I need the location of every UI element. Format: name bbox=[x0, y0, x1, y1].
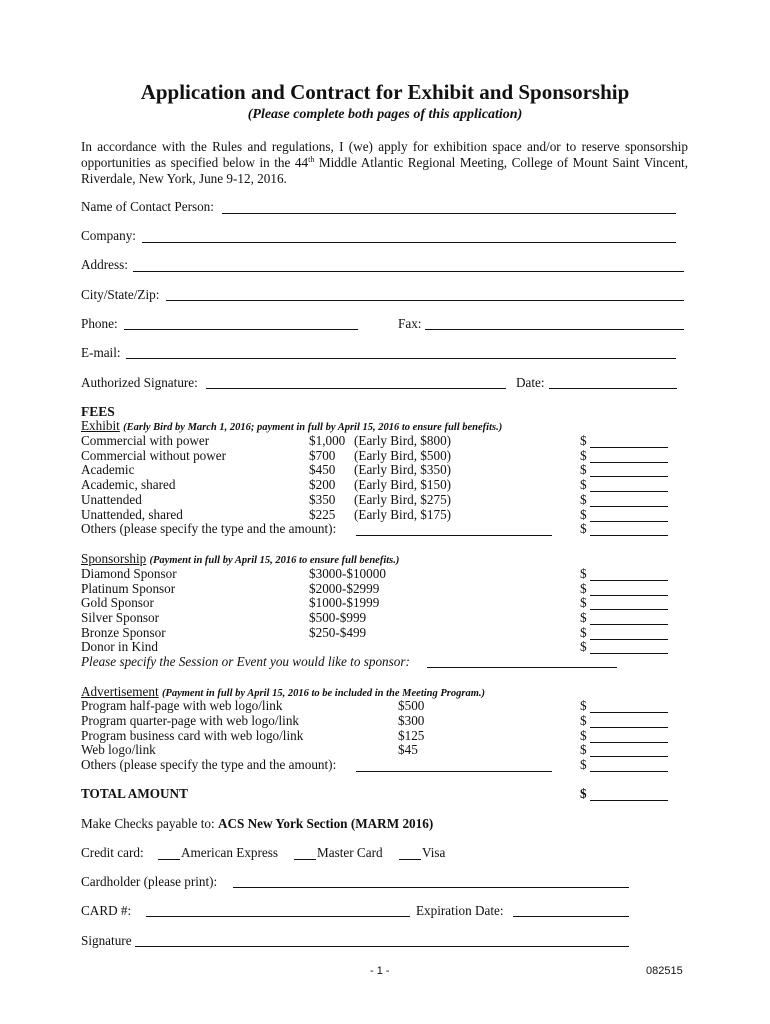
sponsor-amount-field[interactable] bbox=[590, 652, 668, 654]
fax-field[interactable] bbox=[425, 328, 684, 330]
ad-row-name: Program half-page with web logo/link bbox=[81, 698, 283, 713]
dollar-sign: $ bbox=[580, 698, 587, 713]
amex-checkbox[interactable] bbox=[158, 858, 180, 860]
intro-paragraph: In accordance with the Rules and regulations, I (we) apply for exhibition space and/or to reserve sponsorship opportunities as specified below in the 44th Middle Atlantic Regional Meeting, College of Mount Saint Vincent, Riverdale, New York, June 9-12, 2016. bbox=[81, 139, 689, 186]
fax-label: Fax: bbox=[398, 316, 422, 331]
dollar-sign: $ bbox=[580, 492, 587, 507]
exhibit-amount-field[interactable] bbox=[590, 490, 668, 492]
address-label: Address: bbox=[81, 257, 128, 272]
ad-row-price: $300 bbox=[398, 713, 425, 728]
checks-payable-line: Make Checks payable to: ACS New York Section (MARM 2016) bbox=[81, 816, 434, 831]
cardholder-field[interactable] bbox=[233, 886, 629, 888]
ad-row-price: $125 bbox=[398, 728, 425, 743]
credit-option-visa: Visa bbox=[422, 845, 446, 860]
credit-card-label: Credit card: bbox=[81, 845, 144, 860]
dollar-sign: $ bbox=[580, 757, 587, 772]
exhibit-amount-field[interactable] bbox=[590, 505, 668, 507]
dollar-sign: $ bbox=[580, 507, 587, 522]
exhibit-others-field[interactable] bbox=[356, 534, 552, 536]
credit-option-mastercard: Master Card bbox=[317, 845, 383, 860]
ad-row-name: Program quarter-page with web logo/link bbox=[81, 713, 300, 728]
ad-amount-field[interactable] bbox=[590, 711, 668, 713]
dollar-sign: $ bbox=[580, 521, 587, 536]
address-field[interactable] bbox=[133, 270, 684, 272]
card-number-field[interactable] bbox=[146, 915, 410, 917]
dollar-sign: $ bbox=[580, 625, 587, 640]
card-number-label: CARD #: bbox=[81, 903, 132, 918]
exhibit-row-price: $350 bbox=[309, 492, 336, 507]
company-label: Company: bbox=[81, 228, 136, 243]
exhibit-header: Exhibit (Early Bird by March 1, 2016; payment in full by April 15, 2016 to ensure full benefits.) bbox=[81, 418, 503, 433]
exhibit-amount-field[interactable] bbox=[590, 475, 668, 477]
exhibit-amount-field[interactable] bbox=[590, 446, 668, 448]
sponsor-amount-field[interactable] bbox=[590, 594, 668, 596]
ad-others-label: Others (please specify the type and the amount): bbox=[81, 757, 337, 772]
exhibit-others-label: Others (please specify the type and the amount): bbox=[81, 521, 337, 536]
exhibit-row-name: Unattended, shared bbox=[81, 507, 183, 522]
ad-others-field[interactable] bbox=[356, 770, 552, 772]
authorized-signature-label: Authorized Signature: bbox=[81, 375, 198, 390]
ad-amount-field[interactable] bbox=[590, 755, 668, 757]
exhibit-row-name: Commercial without power bbox=[81, 448, 227, 463]
mastercard-checkbox[interactable] bbox=[294, 858, 316, 860]
ad-row-price: $45 bbox=[398, 742, 418, 757]
phone-label: Phone: bbox=[81, 316, 118, 331]
exhibit-row-price: $200 bbox=[309, 477, 336, 492]
sponsor-amount-field[interactable] bbox=[590, 608, 668, 610]
sponsorship-header: Sponsorship (Payment in full by April 15, 2016 to ensure full benefits.) bbox=[81, 551, 400, 566]
exhibit-row-early: (Early Bird, $175) bbox=[354, 507, 452, 522]
exhibit-row-name: Academic bbox=[81, 462, 135, 477]
ad-amount-field[interactable] bbox=[590, 726, 668, 728]
authorized-signature-field[interactable] bbox=[206, 387, 506, 389]
signature-field[interactable] bbox=[135, 945, 629, 947]
sponsor-amount-field[interactable] bbox=[590, 623, 668, 625]
city-state-zip-field[interactable] bbox=[166, 299, 684, 301]
email-field[interactable] bbox=[126, 357, 676, 359]
sponsor-row-price: $250-$499 bbox=[309, 625, 367, 640]
exhibit-row-early: (Early Bird, $350) bbox=[354, 462, 452, 477]
dollar-sign: $ bbox=[580, 581, 587, 596]
dollar-sign: $ bbox=[580, 786, 587, 801]
sponsor-row-name: Platinum Sponsor bbox=[81, 581, 176, 596]
exhibit-row-early: (Early Bird, $275) bbox=[354, 492, 452, 507]
cardholder-label: Cardholder (please print): bbox=[81, 874, 218, 889]
exhibit-row-early: (Early Bird, $800) bbox=[354, 433, 452, 448]
exhibit-amount-field[interactable] bbox=[590, 461, 668, 463]
ad-amount-field[interactable] bbox=[590, 741, 668, 743]
credit-option-amex: American Express bbox=[181, 845, 279, 860]
dollar-sign: $ bbox=[580, 462, 587, 477]
exhibit-row-early: (Early Bird, $150) bbox=[354, 477, 452, 492]
sponsor-amount-field[interactable] bbox=[590, 579, 668, 581]
dollar-sign: $ bbox=[580, 713, 587, 728]
dollar-sign: $ bbox=[580, 595, 587, 610]
sponsor-row-price: $500-$999 bbox=[309, 610, 367, 625]
dollar-sign: $ bbox=[580, 448, 587, 463]
dollar-sign: $ bbox=[580, 742, 587, 757]
sponsor-row-name: Gold Sponsor bbox=[81, 595, 154, 610]
expiration-date-field[interactable] bbox=[513, 915, 629, 917]
page-subtitle: (Please complete both pages of this application) bbox=[247, 107, 523, 122]
exhibit-row-price: $450 bbox=[309, 462, 336, 477]
exhibit-amount-field[interactable] bbox=[590, 534, 668, 536]
advertisement-header: Advertisement (Payment in full by April 15, 2016 to be included in the Meeting Program.) bbox=[81, 684, 486, 699]
sponsor-row-name: Diamond Sponsor bbox=[81, 566, 177, 581]
sponsor-specify-label: Please specify the Session or Event you would like to sponsor: bbox=[81, 654, 410, 669]
total-amount-label: TOTAL AMOUNT bbox=[81, 786, 188, 801]
company-field[interactable] bbox=[142, 241, 676, 243]
date-label: Date: bbox=[516, 375, 545, 390]
expiration-date-label: Expiration Date: bbox=[416, 903, 504, 918]
sponsor-specify-field[interactable] bbox=[427, 666, 617, 668]
date-field[interactable] bbox=[549, 387, 677, 389]
visa-checkbox[interactable] bbox=[399, 858, 421, 860]
dollar-sign: $ bbox=[580, 433, 587, 448]
exhibit-amount-field[interactable] bbox=[590, 520, 668, 522]
ad-amount-field[interactable] bbox=[590, 770, 668, 772]
ad-row-name: Web logo/link bbox=[81, 742, 156, 757]
sponsor-row-name: Silver Sponsor bbox=[81, 610, 160, 625]
exhibit-row-name: Academic, shared bbox=[81, 477, 176, 492]
sponsor-row-price: $2000-$2999 bbox=[309, 581, 380, 596]
document-code: 082515 bbox=[646, 965, 683, 977]
fees-heading: FEES bbox=[81, 404, 115, 419]
exhibit-row-price: $700 bbox=[309, 448, 336, 463]
exhibit-row-price: $1,000 bbox=[309, 433, 346, 448]
dollar-sign: $ bbox=[580, 728, 587, 743]
sponsor-row-price: $3000-$10000 bbox=[309, 566, 386, 581]
page-number: - 1 - bbox=[370, 965, 390, 977]
phone-field[interactable] bbox=[124, 328, 358, 330]
dollar-sign: $ bbox=[580, 477, 587, 492]
contact-name-label: Name of Contact Person: bbox=[81, 199, 214, 214]
contact-name-field[interactable] bbox=[222, 212, 676, 214]
ad-row-price: $500 bbox=[398, 698, 425, 713]
dollar-sign: $ bbox=[580, 610, 587, 625]
sponsor-row-name: Bronze Sponsor bbox=[81, 625, 166, 640]
exhibit-row-price: $225 bbox=[309, 507, 336, 522]
total-amount-field[interactable] bbox=[590, 799, 668, 801]
exhibit-row-name: Unattended bbox=[81, 492, 142, 507]
exhibit-row-name: Commercial with power bbox=[81, 433, 210, 448]
dollar-sign: $ bbox=[580, 566, 587, 581]
exhibit-row-early: (Early Bird, $500) bbox=[354, 448, 452, 463]
sponsor-row-price: $1000-$1999 bbox=[309, 595, 380, 610]
email-label: E-mail: bbox=[81, 345, 121, 360]
sponsor-amount-field[interactable] bbox=[590, 638, 668, 640]
signature-label: Signature bbox=[81, 933, 132, 948]
city-state-zip-label: City/State/Zip: bbox=[81, 287, 160, 302]
page-title: Application and Contract for Exhibit and Sponsorship bbox=[140, 80, 630, 104]
dollar-sign: $ bbox=[580, 639, 587, 654]
sponsor-row-name: Donor in Kind bbox=[81, 639, 158, 654]
ad-row-name: Program business card with web logo/link bbox=[81, 728, 304, 743]
